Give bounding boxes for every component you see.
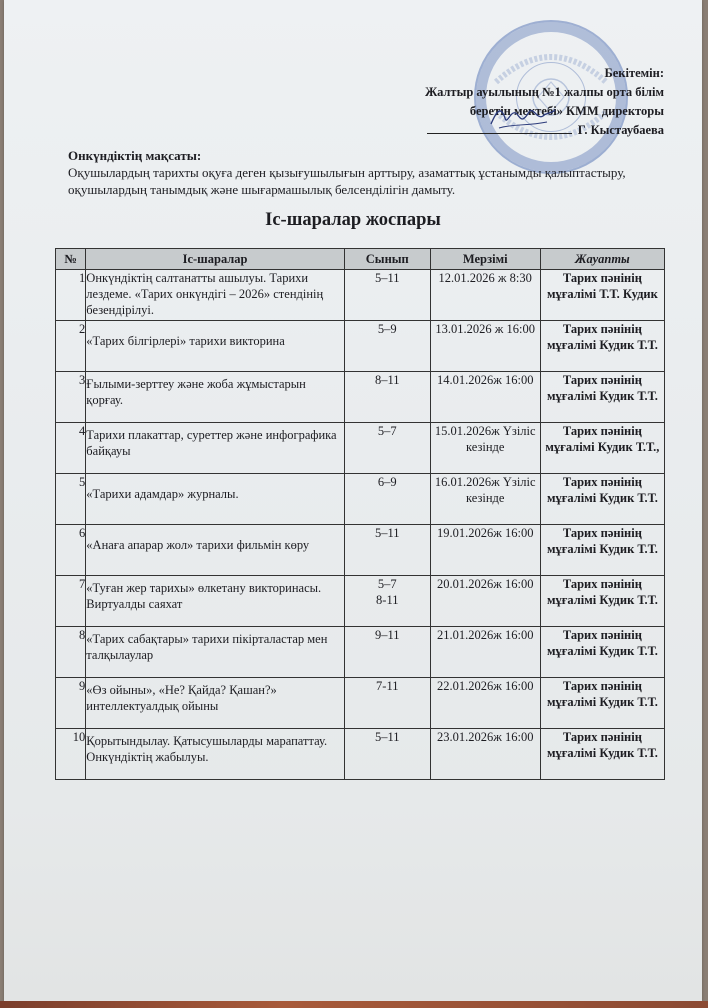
row-date: 13.01.2026 ж 16:00 [430,321,540,372]
goal-text: Оқушылардың тарихты оқуға деген қызығушылығын арттыру, азаматтық ұстанымды қалыптастыру, оқушылардың танымдық және шығармашылық белсенділігін дамыту. [68,165,626,197]
row-event: «Тарихи адамдар» журналы. [86,487,239,501]
approval-position: беретін мектебі» КММ директоры [469,104,664,118]
row-event: «Өз ойыны», «Не? Қайда? Қашан?» интеллектуалдық ойыны [86,683,277,713]
row-event: «Туған жер тарихы» өлкетану викторинасы. Виртуалды саяхат [86,581,322,611]
row-number: 4 [56,423,86,474]
row-class: 8–11 [344,372,430,423]
row-event: Қорытындылау. Қатысушыларды марапаттау. Онкүндіктің жабылуы. [86,734,328,764]
row-class: 6–9 [344,474,430,525]
header-date: Мерзімі [430,249,540,270]
row-date: 12.01.2026 ж 8:30 [430,270,540,321]
approval-heading: Бекітемін: [604,66,664,80]
row-responsible: Тарих пәнінің мұғалімі Кудик Т.Т. [540,321,664,372]
row-class: 7-11 [344,678,430,729]
row-number: 3 [56,372,86,423]
row-event: «Тарих білгірлері» тарихи викторина [86,334,285,348]
row-number: 5 [56,474,86,525]
row-responsible: Тарих пәнінің мұғалімі Кудик Т.Т., [540,423,664,474]
row-class: 5–11 [344,729,430,780]
table-row [56,270,665,321]
row-responsible: Тарих пәнінің мұғалімі Кудик Т.Т. [540,729,664,780]
row-date: 23.01.2026ж 16:00 [430,729,540,780]
row-date: 19.01.2026ж 16:00 [430,525,540,576]
row-date: 21.01.2026ж 16:00 [430,627,540,678]
table-row [56,423,665,474]
events-table [55,248,665,780]
row-event: Онкүндіктің салтанатты ашылуы. Тарихи лездеме. «Тарих онкүндігі – 2026» стендінің безендірілуі. [86,271,324,317]
row-number: 6 [56,525,86,576]
document-page [4,0,702,1002]
header-responsible: Жауапты [540,249,664,270]
row-class: 5–9 [344,321,430,372]
header-class: Сынып [344,249,430,270]
row-responsible: Тарих пәнінің мұғалімі Кудик Т.Т. [540,525,664,576]
row-number: 2 [56,321,86,372]
row-class: 5–11 [344,270,430,321]
header-number: № [56,249,86,270]
row-date: 20.01.2026ж 16:00 [430,576,540,627]
row-class: 5–7 8-11 [344,576,430,627]
row-responsible: Тарих пәнінің мұғалімі Кудик Т.Т. [540,474,664,525]
row-number: 10 [56,729,86,780]
row-number: 7 [56,576,86,627]
approval-school: Жалтыр ауылының №1 жалпы орта білім [425,85,664,99]
goal-title: Онкүндіктің мақсаты: [68,148,202,163]
row-event: «Анаға апарар жол» тарихи фильмін көру [86,538,310,552]
table-surface-edge [0,1001,708,1008]
row-class: 5–11 [344,525,430,576]
table-row [56,321,665,372]
row-responsible: Тарих пәнінің мұғалімі Кудик Т.Т. [540,627,664,678]
row-responsible: Тарих пәнінің мұғалімі Т.Т. Кудик [540,270,664,321]
row-date: 22.01.2026ж 16:00 [430,678,540,729]
table-row [56,729,665,780]
table-row [56,372,665,423]
table-row [56,576,665,627]
row-date: 15.01.2026ж Үзіліс кезінде [430,423,540,474]
plan-title: Іс-шаралар жоспары [265,210,441,230]
table-row [56,627,665,678]
row-date: 16.01.2026ж Үзіліс кезінде [430,474,540,525]
table-row [56,474,665,525]
row-class: 5–7 [344,423,430,474]
row-date: 14.01.2026ж 16:00 [430,372,540,423]
table-header-row [56,249,665,270]
row-responsible: Тарих пәнінің мұғалімі Кудик Т.Т. [540,678,664,729]
table-row [56,525,665,576]
goal-section [68,147,668,198]
row-number: 8 [56,627,86,678]
row-event: Ғылыми-зерттеу және жоба жұмыстарын қорғау. [86,377,306,407]
row-number: 1 [56,270,86,321]
row-class: 9–11 [344,627,430,678]
table-row [56,678,665,729]
header-event: Іс-шаралар [86,249,345,270]
row-event: Тарихи плакаттар, суреттер және инфографика байқауы [86,428,337,458]
row-responsible: Тарих пәнінің мұғалімі Кудик Т.Т. [540,576,664,627]
director-name: Г. Кыстаубаева [577,123,664,137]
row-event: «Тарих сабақтары» тарихи пікірталастар мен талқылаулар [86,632,328,662]
row-number: 9 [56,678,86,729]
row-responsible: Тарих пәнінің мұғалімі Кудик Т.Т. [540,372,664,423]
handwritten-signature [487,100,557,134]
